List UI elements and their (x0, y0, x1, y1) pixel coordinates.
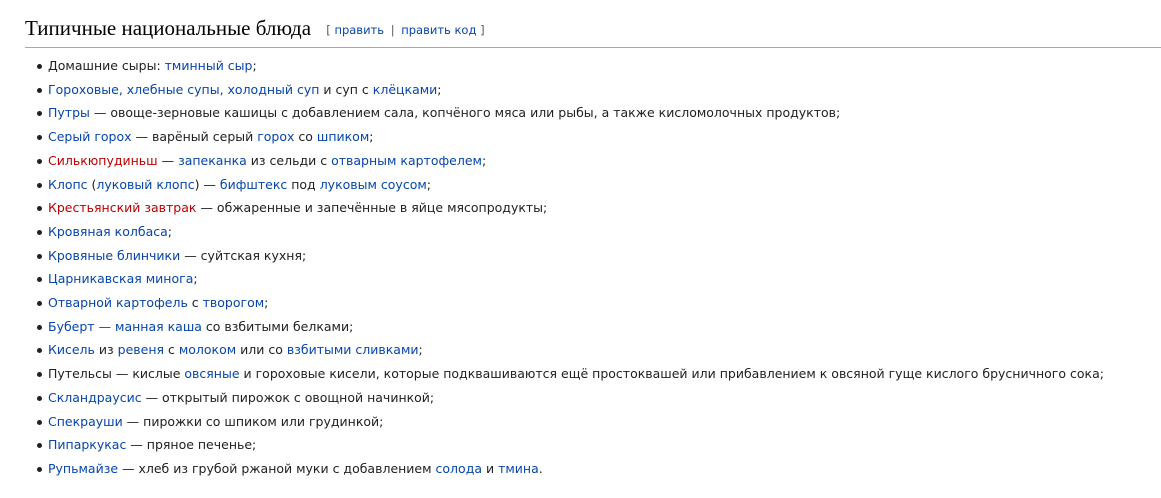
edit-section-links (326, 23, 484, 37)
wiki-link[interactable]: Скландраусис (48, 389, 142, 405)
item-text: ; (193, 271, 198, 287)
item-text: с (164, 342, 179, 358)
wiki-link[interactable]: запеканка (178, 152, 247, 168)
item-text: или со (236, 342, 287, 358)
list-item (37, 149, 1161, 173)
wiki-link[interactable]: горох (257, 129, 295, 145)
item-text: и гороховые кисели, которые подквашиваются ещё простоквашей или прибавлением к овсяной гуще кислого брусничного сока; (239, 366, 1104, 382)
wiki-link[interactable]: Путры (48, 105, 90, 121)
item-text: . (538, 460, 543, 476)
wiki-link[interactable]: творогом (202, 295, 265, 311)
wiki-link[interactable]: отварным картофелем (331, 152, 482, 168)
list-item (37, 267, 1161, 291)
item-text: и суп с (319, 81, 373, 97)
wiki-link[interactable]: Царникавская минога (48, 271, 194, 287)
item-text: из (94, 342, 118, 358)
wiki-link[interactable]: тмина (498, 460, 539, 476)
wiki-link[interactable]: ревеня (117, 342, 165, 358)
wiki-link[interactable]: Пипаркукас (48, 437, 127, 453)
redlink[interactable]: Силькюпудиньш (48, 152, 158, 168)
wiki-link[interactable]: Спекрауши (48, 413, 123, 429)
section-title: Типичные национальные блюда (25, 16, 312, 40)
wiki-link[interactable]: Рупьмайзе (48, 460, 119, 476)
wiki-link[interactable]: бифштекс (219, 176, 288, 192)
item-text: — пряное печенье; (126, 437, 257, 453)
item-text: ; (264, 295, 269, 311)
wiki-link[interactable]: Кровяная колбаса (48, 223, 168, 239)
wiki-link[interactable]: молоком (178, 342, 237, 358)
list-item (37, 315, 1161, 339)
wiki-link[interactable]: Кровяные блинчики (48, 247, 181, 263)
list-item (37, 78, 1161, 102)
wiki-link[interactable]: Серый горох (48, 129, 132, 145)
list-item (37, 173, 1161, 197)
item-text: со (294, 129, 317, 145)
edit-open-bracket: [ (326, 23, 331, 37)
list-item (37, 433, 1161, 457)
wiki-link[interactable]: — (94, 318, 116, 334)
edit-link[interactable]: править (334, 23, 385, 37)
wiki-link[interactable]: Гороховые, хлебные супы, холодный суп (48, 81, 320, 97)
list-item (37, 101, 1161, 125)
list-item (37, 244, 1161, 268)
item-text: — пирожки со шпиком или грудинкой; (122, 413, 384, 429)
list-item (37, 457, 1161, 481)
item-text: со взбитыми белками; (201, 318, 354, 334)
item-text: ; (418, 342, 423, 358)
dish-list (25, 54, 1161, 481)
list-item (37, 54, 1161, 78)
section-heading (25, 14, 1161, 48)
article-section (25, 14, 1161, 481)
item-text: — овоще-зерновые кашицы с добавлением сала, копчёного мяса или рыбы, а также кисломолочных продуктов; (89, 105, 841, 121)
item-text: под (287, 176, 320, 192)
item-text: Домашние сыры: (48, 58, 165, 73)
item-text: — хлеб из грубой ржаной муки с добавлением (118, 460, 436, 476)
item-text: ) — (194, 176, 220, 192)
wiki-link[interactable]: луковым соусом (319, 176, 427, 192)
item-text: — (157, 152, 179, 168)
item-text: ; (167, 223, 172, 239)
item-text: — открытый пирожок с овощной начинкой; (141, 389, 435, 405)
wiki-link[interactable]: овсяные (184, 366, 240, 382)
wiki-link[interactable]: Клопс (48, 176, 88, 192)
item-text: — варёный серый (131, 129, 258, 145)
edit-code-link[interactable]: править код (401, 23, 477, 37)
item-text: ; (252, 58, 257, 73)
item-text: ( (87, 176, 97, 192)
item-text: и (482, 460, 499, 476)
wiki-link[interactable]: тминный сыр (164, 58, 253, 73)
wiki-link[interactable]: клёцками (372, 81, 438, 97)
item-text: Путельсы — кислые (48, 366, 185, 382)
wiki-link[interactable]: взбитыми сливками (286, 342, 419, 358)
item-text: — обжаренные и запечённые в яйце мясопродукты; (196, 200, 548, 216)
edit-close-bracket: ] (480, 23, 485, 37)
redlink[interactable]: Крестьянский завтрак (48, 200, 197, 216)
item-text: ; (369, 129, 374, 145)
wiki-link[interactable]: Отварной картофель (48, 295, 188, 311)
list-item (37, 196, 1161, 220)
list-item (37, 386, 1161, 410)
wiki-link[interactable]: шпиком (316, 129, 370, 145)
wiki-link[interactable]: луковый клопс (96, 176, 195, 192)
item-text: ; (437, 81, 442, 97)
list-item (37, 220, 1161, 244)
wiki-link[interactable]: Буберт (48, 318, 95, 334)
item-text: ; (481, 152, 487, 168)
wiki-link[interactable]: солода (435, 460, 482, 476)
edit-divider: | (390, 23, 395, 37)
item-text: — суйтская кухня; (180, 247, 307, 263)
wiki-link[interactable]: манная каша (115, 318, 202, 334)
list-item (37, 362, 1161, 386)
list-item (37, 338, 1161, 362)
list-item (37, 125, 1161, 149)
list-item (37, 291, 1161, 315)
item-text: из сельди с (246, 152, 332, 168)
item-text: ; (426, 176, 431, 192)
wiki-link[interactable]: Кисель (48, 342, 95, 358)
item-text: с (187, 295, 203, 311)
list-item (37, 410, 1161, 434)
